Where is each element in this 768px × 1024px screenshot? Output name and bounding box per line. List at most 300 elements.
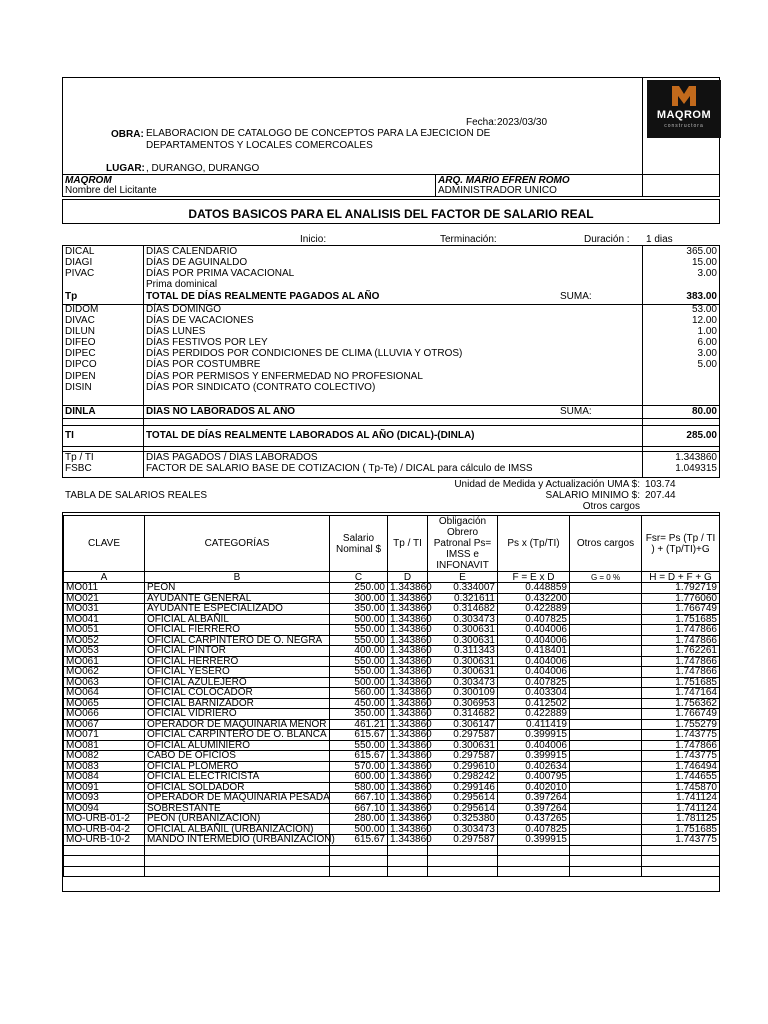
empty-cell [388, 845, 428, 856]
factor-desc: DÍAS DE VACACIONES [146, 315, 254, 326]
table-cell: 0.303473 [428, 824, 498, 835]
factor-code: DIAGI [65, 257, 93, 268]
table-cell [570, 793, 642, 804]
factor-code: DIVAC [65, 315, 95, 326]
licitante-label: Nombre del Licitante [65, 185, 157, 196]
table-cell: 570.00 [330, 761, 388, 772]
table-cell: 615.67 [330, 730, 388, 741]
table-cell: 1.743775 [642, 730, 720, 741]
table-cell: 461.21 [330, 719, 388, 730]
factor-value: 15.00 [691, 257, 717, 268]
table-cell: 1.756362 [642, 698, 720, 709]
column-letter: A [64, 572, 145, 583]
table-cell: 1.343860 [388, 835, 428, 846]
table-cell: 1.766749 [642, 604, 720, 615]
table-cell: MO-URB-01-2 [64, 814, 145, 825]
table-cell: MO031 [64, 604, 145, 615]
table-cell: 1.343860 [388, 667, 428, 678]
table-cell: 1.343860 [388, 751, 428, 762]
column-letter: B [145, 572, 330, 583]
factor-desc: DÍAS PAGADOS / DÍAS LABORADOS [146, 452, 318, 463]
column-letter: D [388, 572, 428, 583]
table-row [64, 698, 720, 709]
table-cell: 350.00 [330, 604, 388, 615]
table-cell: 0.311343 [428, 646, 498, 657]
table-row [64, 814, 720, 825]
table-cell: 0.407825 [498, 614, 570, 625]
column-letter: C [330, 572, 388, 583]
table-cell: CABO DE OFICIOS [145, 751, 330, 762]
empty-cell [145, 845, 330, 856]
fecha-label: Fecha: [466, 117, 497, 128]
fecha-value: 2023/03/30 [497, 117, 548, 128]
table-cell: 0.295614 [428, 803, 498, 814]
table-cell: 0.407825 [498, 824, 570, 835]
empty-cell [145, 856, 330, 867]
table-cell: 0.297587 [428, 730, 498, 741]
table-cell: OFICIAL PINTOR [145, 646, 330, 657]
factor-code: DIFEO [65, 337, 96, 348]
factor-desc: DÍAS FESTIVOS POR LEY [146, 337, 268, 348]
table-cell: 1.741124 [642, 803, 720, 814]
page-title: DATOS BASICOS PARA EL ANALISIS DEL FACTOR DE SALARIO REAL [188, 207, 594, 221]
otros-cargos-label: Otros cargos [582, 501, 640, 512]
table-cell: OFICIAL ALBAÑIL [145, 614, 330, 625]
factor-value: 383.00 [686, 291, 717, 302]
column-letter: G = 0 % [570, 572, 642, 583]
table-cell: OFICIAL VIDRIERO [145, 709, 330, 720]
table-cell: MO051 [64, 625, 145, 636]
table-cell [570, 583, 642, 594]
table-cell: 1.747866 [642, 656, 720, 667]
table-cell: MO093 [64, 793, 145, 804]
factor-value: 3.00 [697, 268, 717, 279]
table-row [64, 782, 720, 793]
table-cell: 0.303473 [428, 614, 498, 625]
table-cell: 1.343860 [388, 646, 428, 657]
table-cell: 0.448859 [498, 583, 570, 594]
factor-desc: DÍAS LUNES [146, 326, 206, 337]
column-header: Ps x (Tp/TI) [498, 516, 570, 572]
table-cell: 1.343860 [388, 604, 428, 615]
table-cell: 1.792719 [642, 583, 720, 594]
table-cell: MO071 [64, 730, 145, 741]
table-row [64, 625, 720, 636]
table-cell: 667.10 [330, 793, 388, 804]
factor-desc: DÍAS DE AGUINALDO [146, 257, 248, 268]
table-cell: 0.297587 [428, 751, 498, 762]
table-row [64, 740, 720, 751]
table-row [64, 835, 720, 846]
company-logo [647, 80, 721, 138]
terminacion-label: Terminación: [440, 234, 497, 245]
table-cell: 1.747866 [642, 635, 720, 646]
empty-row [64, 866, 720, 877]
table-cell: MO083 [64, 761, 145, 772]
factor-code: DISIN [65, 382, 92, 393]
factor-code: DINLA [65, 406, 96, 417]
table-cell: 560.00 [330, 688, 388, 699]
table-cell: PEON (URBANIZACION) [145, 814, 330, 825]
tabla-title: TABLA DE SALARIOS REALES [65, 490, 208, 501]
table-cell: MO091 [64, 782, 145, 793]
table-cell: 1.781125 [642, 814, 720, 825]
empty-cell [388, 866, 428, 877]
table-cell: 0.402634 [498, 761, 570, 772]
table-row [64, 772, 720, 783]
table-cell: 0.400795 [498, 772, 570, 783]
table-cell [570, 730, 642, 741]
table-cell: MO065 [64, 698, 145, 709]
salario-minimo-value: 207.44 [645, 490, 676, 501]
duracion-value: 1 dias [646, 234, 673, 245]
table-cell: 1.343860 [388, 583, 428, 594]
table-cell: 0.422889 [498, 709, 570, 720]
table-cell: 0.303473 [428, 677, 498, 688]
factor-value: 53.00 [691, 304, 717, 315]
table-cell: 450.00 [330, 698, 388, 709]
factor-code: FSBC [65, 463, 92, 474]
table-cell: SOBRESTANTE [145, 803, 330, 814]
table-cell [570, 761, 642, 772]
table-cell: MO062 [64, 667, 145, 678]
header-logo-divider [642, 77, 643, 197]
table-cell: 550.00 [330, 667, 388, 678]
table-cell: 0.402010 [498, 782, 570, 793]
table-cell: 1.343860 [388, 803, 428, 814]
table-cell: 1.743775 [642, 835, 720, 846]
table-cell: 615.67 [330, 835, 388, 846]
header-mid-divider [435, 174, 436, 197]
table-cell: 0.411419 [498, 719, 570, 730]
table-cell: OFICIAL CARPINTERO DE O. BLANCA [145, 730, 330, 741]
table-cell: 550.00 [330, 740, 388, 751]
table-cell: OFICIAL PLOMERO [145, 761, 330, 772]
table-cell: 1.746494 [642, 761, 720, 772]
factor-value: 1.00 [697, 326, 717, 337]
column-header: Otros cargos [570, 516, 642, 572]
table-cell: 1.343860 [388, 656, 428, 667]
factor-desc: TOTAL DE DÍAS REALMENTE LABORADOS AL AÑO (DICAL)-(DINLA) [146, 430, 475, 441]
factor-code: Tp [65, 291, 78, 302]
table-header-row [64, 516, 720, 572]
table-cell: 0.399915 [498, 751, 570, 762]
table-cell: 0.306147 [428, 719, 498, 730]
factor-value: 12.00 [691, 315, 717, 326]
table-row [64, 761, 720, 772]
table-cell: 1.343860 [388, 719, 428, 730]
empty-cell [64, 845, 145, 856]
table-cell: MO063 [64, 677, 145, 688]
table-cell: 0.404006 [498, 656, 570, 667]
factors-value-divider [642, 245, 643, 478]
empty-cell [428, 866, 498, 877]
table-cell: OFICIAL SOLDADOR [145, 782, 330, 793]
factor-code: DIPEC [65, 348, 96, 359]
table-cell [570, 646, 642, 657]
table-row [64, 583, 720, 594]
table-cell [570, 772, 642, 783]
table-cell: OFICIAL BARNIZADOR [145, 698, 330, 709]
table-cell [570, 782, 642, 793]
table-cell: 500.00 [330, 824, 388, 835]
table-cell: 1.343860 [388, 814, 428, 825]
salaries-table [63, 515, 720, 877]
column-header: Obligación Obrero Patronal Ps= IMSS e INFONAVIT [428, 516, 498, 572]
table-cell: 1.747866 [642, 625, 720, 636]
table-cell: 550.00 [330, 635, 388, 646]
column-header: Tp / TI [388, 516, 428, 572]
table-cell [570, 688, 642, 699]
table-cell: MO064 [64, 688, 145, 699]
column-header: Salario Nominal $ [330, 516, 388, 572]
table-cell: 0.300631 [428, 656, 498, 667]
table-cell: 1.751685 [642, 824, 720, 835]
obra-line-1: ELABORACION DE CATALOGO DE CONCEPTOS PARA LA EJECICION DE [146, 128, 491, 139]
factor-desc: Prima dominical [146, 279, 218, 290]
empty-cell [330, 845, 388, 856]
empty-cell [570, 845, 642, 856]
table-cell: 1.343860 [388, 698, 428, 709]
factor-desc: DÍAS POR PRIMA VACACIONAL [146, 268, 295, 279]
factor-value: 5.00 [697, 359, 717, 370]
table-cell: 0.298242 [428, 772, 498, 783]
table-cell: 1.747164 [642, 688, 720, 699]
table-cell [570, 593, 642, 604]
table-row [64, 730, 720, 741]
table-cell [570, 803, 642, 814]
empty-row [64, 856, 720, 867]
table-cell: 1.745870 [642, 782, 720, 793]
licitante-name: MAQROM [65, 175, 112, 186]
table-row [64, 614, 720, 625]
table-cell [570, 751, 642, 762]
factor-code: DILUN [65, 326, 96, 337]
column-letter: F = E x D [498, 572, 570, 583]
factor-suma-label: SUMA: [560, 406, 592, 417]
table-cell: 1.751685 [642, 614, 720, 625]
factors-sep-ti-bottom [62, 446, 720, 447]
header-divider-2 [62, 196, 720, 197]
table-cell: 1.343860 [388, 824, 428, 835]
factor-value: 80.00 [691, 406, 717, 417]
table-cell: OPERADOR DE MAQUINARIA MENOR [145, 719, 330, 730]
empty-cell [428, 845, 498, 856]
uma-value: 103.74 [645, 479, 676, 490]
factor-desc: DÍAS POR SINDICATO (CONTRATO COLECTIVO) [146, 382, 376, 393]
factor-value: 1.049315 [675, 463, 717, 474]
factors-sep-ti-top [62, 425, 720, 426]
logo-name: MAQROM [656, 109, 712, 121]
table-cell: 0.299610 [428, 761, 498, 772]
table-cell: PEON [145, 583, 330, 594]
table-cell: 0.399915 [498, 835, 570, 846]
empty-cell [64, 866, 145, 877]
table-cell: 0.325380 [428, 814, 498, 825]
logo-subtitle: constructora [664, 123, 704, 129]
table-cell: 1.343860 [388, 709, 428, 720]
factors-sep-dinla-bottom [62, 418, 720, 419]
table-row [64, 667, 720, 678]
table-cell: 0.300631 [428, 625, 498, 636]
table-cell [570, 604, 642, 615]
obra-line-2: DEPARTAMENTOS Y LOCALES COMERCOALES [146, 140, 373, 151]
table-cell: OFICIAL FIERRERO [145, 625, 330, 636]
table-cell: MO052 [64, 635, 145, 646]
table-cell: 400.00 [330, 646, 388, 657]
table-cell: 0.407825 [498, 677, 570, 688]
obra-label: OBRA: [111, 129, 144, 140]
table-cell: 350.00 [330, 709, 388, 720]
table-cell: 0.300631 [428, 635, 498, 646]
factor-value: 365.00 [686, 246, 717, 257]
header-divider-1 [62, 174, 720, 175]
logo-mark-icon [670, 84, 698, 108]
factor-code: PIVAC [65, 268, 95, 279]
factor-code: TI [65, 430, 74, 441]
table-cell: MO011 [64, 583, 145, 594]
factor-desc: DÍAS POR COSTUMBRE [146, 359, 261, 370]
table-cell: OFICIAL ALUMINIERO [145, 740, 330, 751]
responsable-name: ARQ. MARIO EFREN ROMO [438, 175, 570, 186]
table-cell: 1.343860 [388, 793, 428, 804]
table-cell: MO021 [64, 593, 145, 604]
factors-code-divider [143, 245, 144, 478]
table-cell: OFICIAL ELECTRICISTA [145, 772, 330, 783]
table-cell: MO082 [64, 751, 145, 762]
column-letter: E [428, 572, 498, 583]
table-cell: 0.300109 [428, 688, 498, 699]
table-cell: 1.755279 [642, 719, 720, 730]
table-cell: MANDO INTERMEDIO (URBANIZACION) [145, 835, 330, 846]
table-cell: 1.343860 [388, 782, 428, 793]
lugar-value: , DURANGO, DURANGO [146, 163, 260, 174]
table-cell [570, 719, 642, 730]
empty-cell [642, 866, 720, 877]
table-cell: MO067 [64, 719, 145, 730]
empty-cell [498, 845, 570, 856]
table-cell: 1.343860 [388, 625, 428, 636]
table-cell: 0.404006 [498, 667, 570, 678]
empty-cell [64, 856, 145, 867]
table-row [64, 709, 720, 720]
table-cell: 1.751685 [642, 677, 720, 688]
column-letter: H = D + F + G [642, 572, 720, 583]
table-cell [570, 709, 642, 720]
factor-desc: DÍAS DOMINGO [146, 304, 222, 315]
empty-cell [642, 845, 720, 856]
factor-value: 3.00 [697, 348, 717, 359]
table-cell: 0.295614 [428, 793, 498, 804]
table-cell: 0.297587 [428, 835, 498, 846]
table-cell: 1.343860 [388, 635, 428, 646]
responsable-label: ADMINISTRADOR UNICO [438, 185, 557, 196]
table-cell: 1.343860 [388, 593, 428, 604]
table-row [64, 688, 720, 699]
factor-desc: TOTAL DE DÍAS REALMENTE PAGADOS AL AÑO [146, 291, 380, 302]
table-cell: 0.397264 [498, 793, 570, 804]
factor-value: 6.00 [697, 337, 717, 348]
table-cell: 0.299146 [428, 782, 498, 793]
table-cell: 0.432200 [498, 593, 570, 604]
factor-desc: DÍAS NO LABORADOS AL AÑO [146, 406, 296, 417]
factor-code: Tp / TI [65, 452, 94, 463]
empty-cell [642, 856, 720, 867]
table-cell [570, 740, 642, 751]
table-cell: 0.422889 [498, 604, 570, 615]
empty-cell [388, 856, 428, 867]
table-cell: OFICIAL COLOCADOR [145, 688, 330, 699]
table-cell: 0.300631 [428, 740, 498, 751]
table-cell: 1.343860 [388, 688, 428, 699]
table-cell: MO053 [64, 646, 145, 657]
lugar-label: LUGAR: [106, 163, 145, 174]
table-cell: MO066 [64, 709, 145, 720]
empty-cell [330, 856, 388, 867]
factor-suma-label: SUMA: [560, 291, 592, 302]
table-cell: 0.321611 [428, 593, 498, 604]
table-cell: 0.399915 [498, 730, 570, 741]
table-cell: 0.404006 [498, 625, 570, 636]
table-cell: OFICIAL CARPINTERO DE O. NEGRA [145, 635, 330, 646]
factor-desc: DÍAS POR PERMISOS Y ENFERMEDAD NO PROFESIONAL [146, 371, 423, 382]
table-cell: 1.766749 [642, 709, 720, 720]
table-cell: 0.314682 [428, 709, 498, 720]
table-cell: 500.00 [330, 614, 388, 625]
table-cell: OFICIAL ALBAÑIL (URBANIZACION) [145, 824, 330, 835]
table-cell: 1.762261 [642, 646, 720, 657]
table-cell: 1.343860 [388, 677, 428, 688]
table-cell: 0.437265 [498, 814, 570, 825]
table-cell: 0.418401 [498, 646, 570, 657]
table-cell: 0.300631 [428, 667, 498, 678]
table-cell: 0.403304 [498, 688, 570, 699]
empty-cell [145, 866, 330, 877]
table-cell: MO061 [64, 656, 145, 667]
table-cell: 280.00 [330, 814, 388, 825]
table-cell: 250.00 [330, 583, 388, 594]
table-cell [570, 614, 642, 625]
table-cell: 300.00 [330, 593, 388, 604]
table-cell: 550.00 [330, 625, 388, 636]
table-cell: 0.306953 [428, 698, 498, 709]
table-cell: 0.314682 [428, 604, 498, 615]
table-row [64, 793, 720, 804]
table-row [64, 593, 720, 604]
table-cell [570, 656, 642, 667]
table-cell [570, 625, 642, 636]
table-cell [570, 698, 642, 709]
table-cell: AYUDANTE GENERAL [145, 593, 330, 604]
table-cell: 0.404006 [498, 635, 570, 646]
factor-value: 285.00 [686, 430, 717, 441]
table-cell: MO084 [64, 772, 145, 783]
table-cell: OFICIAL YESERO [145, 667, 330, 678]
table-cell: 580.00 [330, 782, 388, 793]
table-letter-row [64, 572, 720, 583]
factor-desc: DÍAS PERDIDOS POR CONDICIONES DE CLIMA (LLUVIA Y OTROS) [146, 348, 463, 359]
table-row [64, 751, 720, 762]
table-cell: 0.404006 [498, 740, 570, 751]
table-row [64, 604, 720, 615]
table-cell: 1.343860 [388, 614, 428, 625]
inicio-label: Inicio: [300, 234, 327, 245]
table-cell: MO041 [64, 614, 145, 625]
table-cell: 0.412502 [498, 698, 570, 709]
table-cell [570, 635, 642, 646]
factor-desc: DÍAS CALENDARIO [146, 246, 238, 257]
table-row [64, 635, 720, 646]
